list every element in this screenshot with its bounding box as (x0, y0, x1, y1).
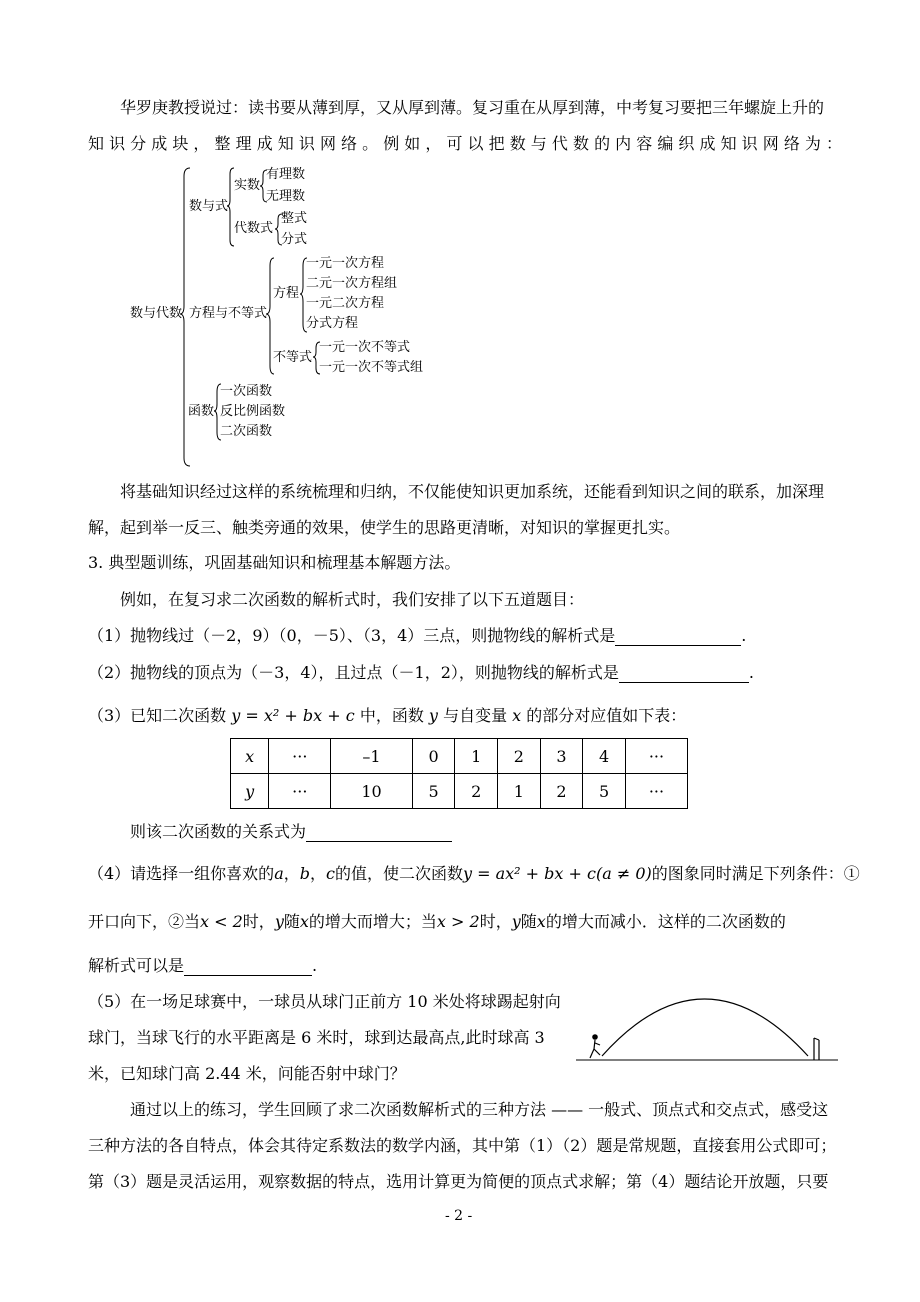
quadratic-formula: y = x² + bx + c (231, 706, 355, 725)
section-3-example: 例如，在复习求二次函数的解析式时，我们安排了以下五道题目： (120, 590, 585, 609)
tree-leaf: 一元一次不等式组 (319, 360, 424, 375)
question-3-post: 的部分对应值如下表： (526, 706, 687, 725)
tree-leaf: 反比例函数 (220, 404, 286, 419)
table-cell: 3 (540, 739, 583, 774)
table-cell: 2 (455, 774, 498, 809)
ball-trajectory (602, 999, 808, 1056)
tree-node-fangcheng-budengshi: 方程与不等式 (189, 306, 268, 321)
quadratic-formula: y = ax² + bx + c(a ≠ 0) (463, 864, 652, 883)
question-5-line-1: （5）在一场足球赛中，一球员从球门正前方 10 米处将球踢起射向 (88, 992, 561, 1011)
tree-root: 数与代数 (130, 306, 183, 321)
tree-node-fangcheng: 方程 (273, 286, 300, 301)
question-2 (88, 663, 754, 683)
intro-line-1: 华罗庚教授说过：读书要从薄到厚，又从厚到薄。复习重在从厚到薄，中考复习要把三年螺旋上升的 (120, 98, 825, 117)
question-3-mid2: 与自变量 (443, 706, 508, 725)
table-cell: ··· (269, 774, 331, 809)
variable-y: y (274, 912, 284, 931)
summary-line-2: 解，起到举一反三、触类旁通的效果，使学生的思路更清晰，对知识的掌握更扎实。 (88, 518, 681, 537)
tree-leaf: 二次函数 (220, 424, 273, 439)
question-4-line-3 (88, 956, 317, 976)
answer-blank[interactable] (619, 666, 749, 683)
table-cell: y (231, 774, 269, 809)
variable-x: x (536, 912, 546, 931)
q4-text: 的图象同时满足下列条件：① (651, 864, 860, 883)
question-3-answer (130, 822, 452, 842)
q4-text: 时， (479, 912, 512, 931)
table-cell: –1 (331, 739, 412, 774)
q4-text: （4）请选择一组你喜欢的 (88, 864, 275, 883)
table-row (231, 774, 688, 809)
intro-line-2: 知 识 分 成 块 ， 整 理 成 知 识 网 络 。 例 如 ， 可 以 把 数 与 代 数 的 内 容 编 织 成 知 识 网 络 为 ： (88, 134, 843, 153)
question-3-pre: （3）已知二次函数 (88, 706, 227, 725)
conclusion-line-1: 通过以上的练习，学生回顾了求二次函数解析式的三种方法 —— 一般式、顶点式和交点式，感受这 (130, 1100, 829, 1119)
variable-x: x (299, 912, 309, 931)
question-4-line-2 (88, 912, 786, 932)
table-cell: 1 (455, 739, 498, 774)
question-1-text: （1）抛物线过（－2，9）（0，－5）、（3，4）三点，则抛物线的解析式是 (88, 626, 616, 645)
question-4-line-1 (88, 864, 860, 884)
table-cell: 0 (412, 739, 455, 774)
table-cell: 5 (583, 774, 626, 809)
variable-a: a (274, 864, 284, 883)
variable-y: y (511, 912, 521, 931)
answer-blank[interactable] (615, 629, 741, 646)
question-3 (88, 706, 686, 726)
table-cell: 4 (583, 739, 626, 774)
question-3-after: 则该二次函数的关系式为 (130, 822, 307, 841)
tree-leaf: 一元二次方程 (306, 296, 385, 311)
variable-b: b (299, 864, 310, 883)
table-cell: 2 (540, 774, 583, 809)
tree-leaf: 分式 (281, 232, 308, 247)
table-cell: ··· (625, 739, 687, 774)
tree-node-daishushi: 代数式 (234, 221, 274, 236)
question-2-text: （2）抛物线的顶点为（－3，4），且过点（－1，2），则抛物线的解析式是 (88, 663, 619, 682)
table-cell: ··· (625, 774, 687, 809)
summary-line-1: 将基础知识经过这样的系统梳理和归纳，不仅能使知识更加系统，还能看到知识之间的联系，加深理 (120, 482, 825, 501)
section-3-heading: 3. 典型题训练，巩固基础知识和梳理基本解题方法。 (88, 553, 461, 572)
table-cell: 2 (498, 739, 541, 774)
question-2-end: . (748, 663, 754, 682)
variable-x: x (512, 706, 522, 725)
conclusion-line-3: 第（3）题是灵活运用，观察数据的特点，选用计算更为简便的顶点式求解；第（4）题结论开放题，只要 (88, 1172, 829, 1191)
answer-blank[interactable] (184, 959, 312, 976)
conclusion-line-2: 三种方法的各自特点，体会其待定系数法的数学内涵，其中第（1）（2）题是常规题，直接套用公式即可； (88, 1136, 837, 1155)
q4-text: 的值，使二次函数 (334, 864, 463, 883)
q4-text: 的增大而增大；当 (308, 912, 437, 931)
table-cell: x (231, 739, 269, 774)
tree-node-budengshi: 不等式 (273, 350, 313, 365)
question-3-mid: 中，函数 (359, 706, 424, 725)
page-number: - 2 - (445, 1208, 473, 1224)
q4-text: 随 (520, 912, 537, 931)
q4-text: 时， (242, 912, 275, 931)
question-5-line-3: 米，已知球门高 2.44 米，问能否射中球门？ (88, 1064, 406, 1083)
variable-c: c (326, 864, 335, 883)
condition: x < 2 (200, 912, 243, 931)
q4-text: ， (310, 864, 327, 883)
soccer-trajectory-figure (576, 982, 840, 1062)
tree-leaf: 一次函数 (220, 384, 273, 399)
question-1 (88, 626, 746, 646)
tree-leaf: 整式 (281, 211, 308, 226)
tree-node-shishu: 实数 (234, 178, 261, 193)
q4-text: . (312, 956, 318, 975)
tree-leaf: 有理数 (266, 167, 306, 182)
q4-text: 的增大而减小．这样的二次函数的 (545, 912, 786, 931)
tree-leaf: 一元一次不等式 (319, 340, 411, 355)
tree-node-hanshu: 函数 (188, 404, 215, 419)
table-cell: 5 (412, 774, 455, 809)
q4-text: ， (283, 864, 300, 883)
player-icon (590, 1035, 600, 1058)
tree-node-shu-yu-shi: 数与式 (189, 199, 229, 214)
question-1-end: . (741, 626, 747, 645)
table-row (231, 739, 688, 774)
table-cell: 1 (498, 774, 541, 809)
tree-leaf: 分式方程 (306, 316, 359, 331)
question-5-line-2: 球门，当球飞行的水平距离是 6 米时，球到达最高点,此时球高 3 (88, 1028, 545, 1047)
tree-leaf: 二元一次方程组 (306, 276, 398, 291)
answer-blank[interactable] (306, 825, 452, 842)
table-cell: ··· (269, 739, 331, 774)
tree-braces (0, 0, 920, 480)
goal-icon (814, 1038, 819, 1060)
tree-leaf: 无理数 (266, 189, 306, 204)
table-cell: 10 (331, 774, 412, 809)
variable-y: y (428, 706, 438, 725)
q4-text: 解析式可以是 (88, 956, 185, 975)
q4-text: 开口向下，②当 (88, 912, 201, 931)
condition: x > 2 (436, 912, 480, 931)
tree-leaf: 一元一次方程 (306, 256, 385, 271)
value-table (230, 738, 688, 809)
q4-text: 随 (283, 912, 300, 931)
